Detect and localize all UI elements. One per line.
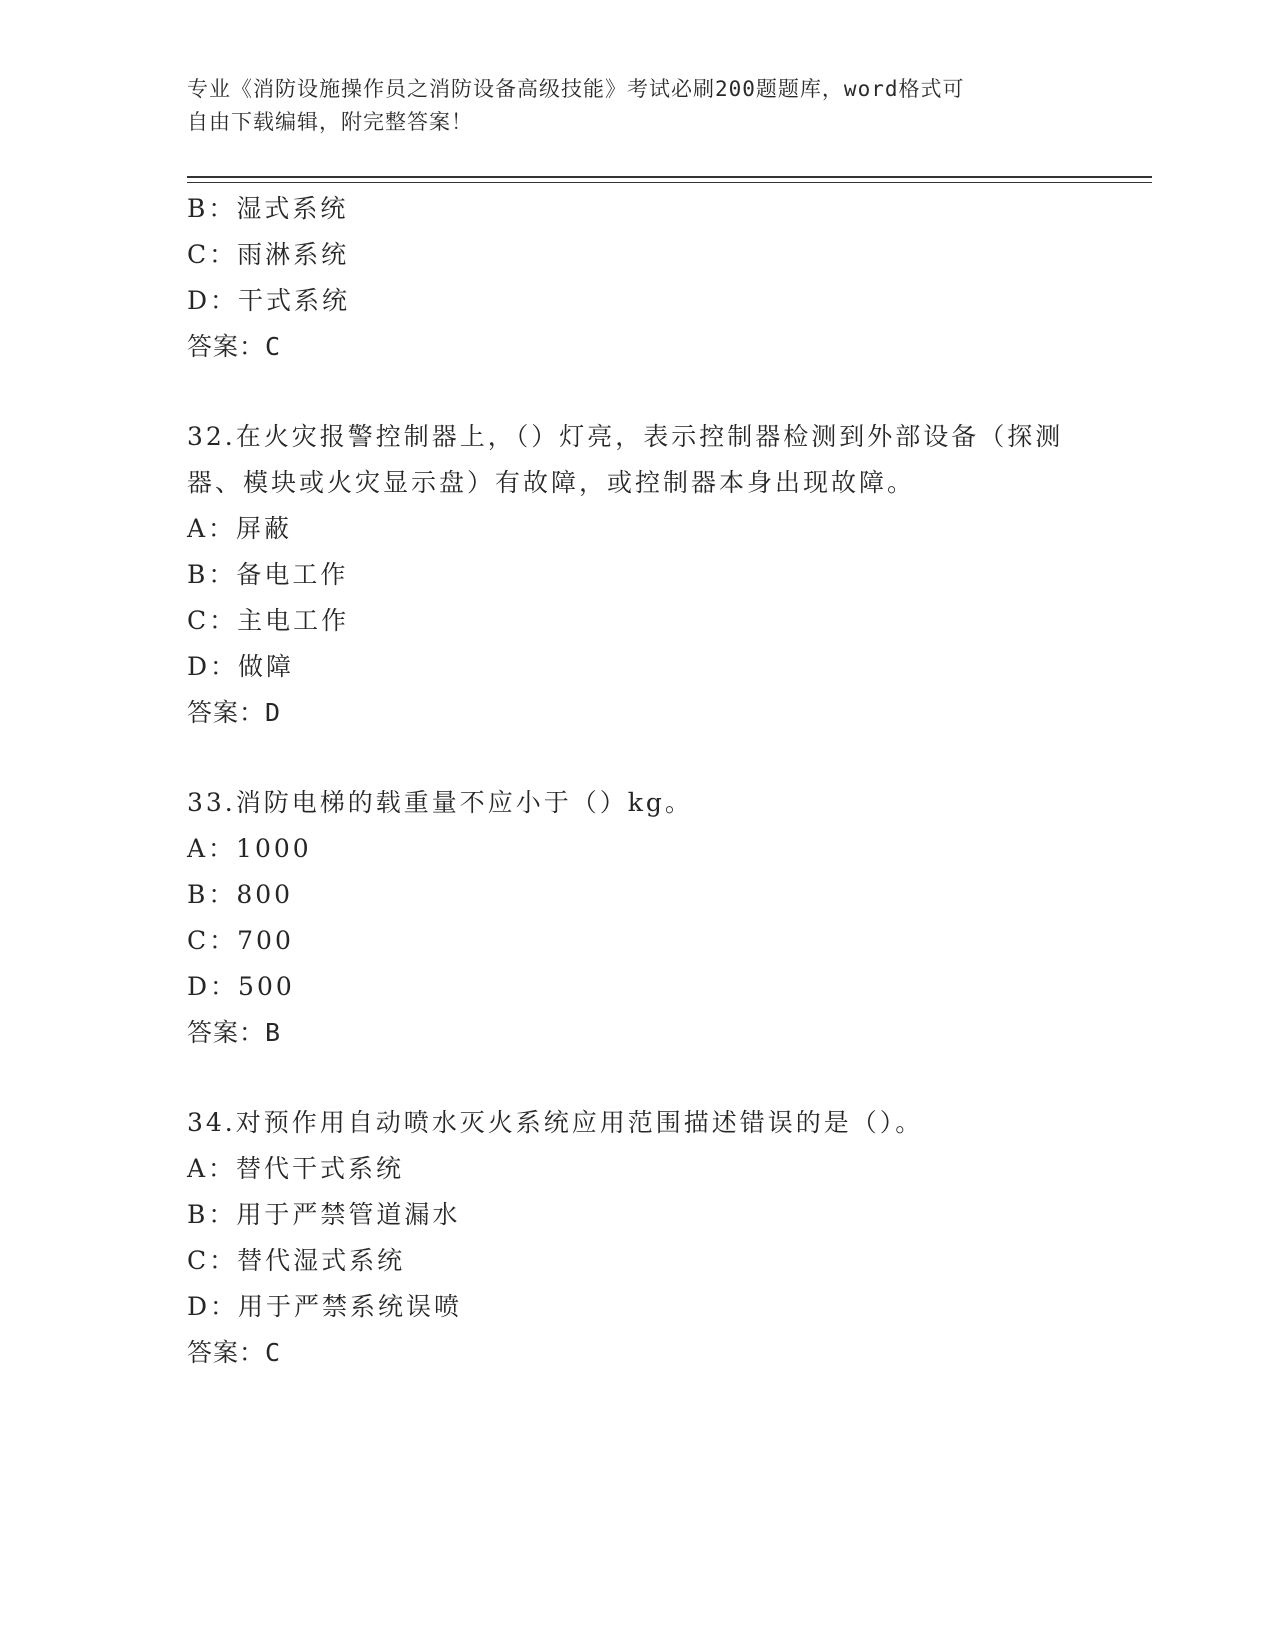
option-c: C：主电工作 <box>187 606 350 635</box>
question-34 <box>187 1100 1107 1376</box>
question-31-continued <box>187 186 1107 370</box>
answer: 答案：C <box>187 1338 282 1367</box>
question-33 <box>187 780 1107 1056</box>
question-stem: 32.在火灾报警控制器上，（）灯亮，表示控制器检测到外部设备（探测器、模块或火灾显示盘）有故障，或控制器本身出现故障。 <box>187 422 1064 497</box>
option-d: D：用于严禁系统误喷 <box>187 1292 463 1321</box>
answer: 答案：D <box>187 698 282 727</box>
option-a: A：替代干式系统 <box>187 1154 405 1183</box>
header-line-1: 专业《消防设施操作员之消防设备高级技能》考试必刷200题题库，word格式可 <box>187 77 965 101</box>
question-list <box>187 186 1107 1376</box>
question-stem: 33.消防电梯的载重量不应小于（）kg。 <box>187 788 693 817</box>
header-line-2: 自由下载编辑，附完整答案！ <box>187 110 473 134</box>
question-32 <box>187 414 1107 736</box>
option-d: D：做障 <box>187 652 295 681</box>
option-b: B：湿式系统 <box>187 194 349 223</box>
option-b: B：备电工作 <box>187 560 349 589</box>
option-a: A：屏蔽 <box>187 514 293 543</box>
spacer <box>187 370 1107 414</box>
option-a: A：1000 <box>187 834 312 863</box>
spacer <box>187 1056 1107 1100</box>
answer: 答案：B <box>187 1018 282 1047</box>
header-divider <box>187 176 1152 183</box>
option-d: D：500 <box>187 972 295 1001</box>
answer: 答案：C <box>187 332 282 361</box>
question-stem: 34.对预作用自动喷水灭火系统应用范围描述错误的是（）。 <box>187 1108 924 1137</box>
option-c: C：雨淋系统 <box>187 240 350 269</box>
document-header <box>187 73 1087 139</box>
option-c: C：700 <box>187 926 294 955</box>
option-c: C：替代湿式系统 <box>187 1246 406 1275</box>
option-b: B：用于严禁管道漏水 <box>187 1200 461 1229</box>
spacer <box>187 736 1107 780</box>
option-d: D：干式系统 <box>187 286 351 315</box>
option-b: B：800 <box>187 880 294 909</box>
